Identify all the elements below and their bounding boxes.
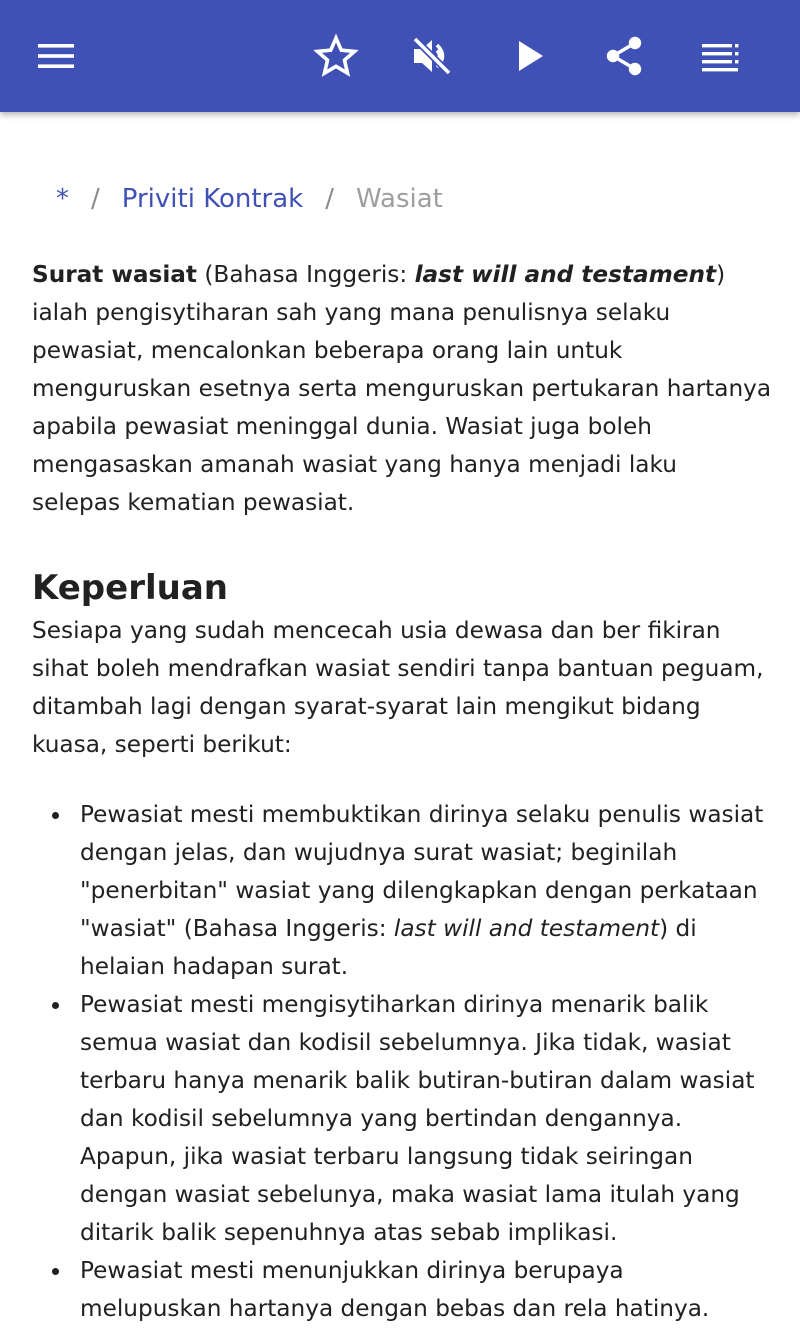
playlist-icon — [700, 36, 740, 76]
volume-off-icon — [410, 34, 454, 78]
intro-post: ) ialah pengisytiharan sah yang mana penulisnya selaku pewasiat, mencalonkan beberapa orang lain untuk menguruskan esetnya serta menguruskan pertukaran hartanya apabila pewasiat meninggal dunia. Wasiat juga boleh mengasaskan amanah wasiat yang hanya menjadi laku selepas kematian pewasiat. — [32, 261, 772, 516]
app-bar — [0, 0, 800, 112]
intro-pre: (Bahasa Inggeris: — [197, 261, 415, 288]
bullet-icon — [52, 812, 59, 819]
menu-button[interactable] — [24, 24, 88, 88]
list-item-text: Pewasiat mesti menunjukkan dirinya berupaya melupuskan hartanya dengan bebas dan rela hatinya. — [80, 1257, 710, 1322]
section-intro-paragraph: Sesiapa yang sudah mencecah usia dewasa dan ber fikiran sihat boleh mendrafkan wasiat sendiri tanpa bantuan peguam, ditambah lagi dengan syarat-syarat lain mengikut bidang kuasa, seperti berikut: — [32, 617, 764, 758]
bullet-icon — [52, 1268, 59, 1275]
breadcrumb-separator: / — [325, 184, 334, 214]
list-item-text: Pewasiat mesti mengisytiharkan dirinya menarik balik semua wasiat dan kodisil sebelumnya. Jika tidak, wasiat terbaru hanya menarik balik butiran-butiran dalam wasiat dan kodisil sebelumnya yang bertindan dengannya. Apapun, jika wasiat terbaru langsung tidak seiringan dengan wasiat sebelunya, maka wasiat lama itulah yang ditarik balik sepenuhnya atas sebab implikasi. — [80, 991, 755, 1246]
breadcrumb-current: Wasiat — [355, 184, 443, 214]
play-icon — [510, 36, 550, 76]
share-button[interactable] — [592, 24, 656, 88]
intro-term: Surat wasiat — [32, 261, 197, 288]
breadcrumb — [56, 182, 443, 216]
breadcrumb-parent[interactable]: Priviti Kontrak — [121, 184, 304, 214]
intro-english-term: last will and testament — [414, 261, 717, 288]
breadcrumb-separator: / — [91, 184, 100, 214]
mute-button[interactable] — [400, 24, 464, 88]
list-item-text: ) di helaian hadapan surat. — [80, 915, 697, 980]
contents-button[interactable] — [688, 24, 752, 88]
intro-paragraph — [32, 256, 772, 522]
bookmark-button[interactable] — [304, 24, 368, 88]
list-item-text: Pewasiat mesti membuktikan dirinya selaku penulis wasiat dengan jelas, dan wujudnya surat wasiat; beginilah "penerbitan" wasiat yang dilengkapkan dengan perkataan "wasiat" (Bahasa Inggeris: — [80, 801, 764, 942]
share-icon — [602, 34, 646, 78]
list-item — [80, 796, 772, 986]
article-view[interactable] — [0, 112, 800, 1322]
list-item — [80, 1252, 772, 1328]
breadcrumb-home[interactable]: * — [56, 184, 69, 214]
list-item-italic: last will and testament — [393, 915, 660, 942]
section-heading: Keperluan — [32, 568, 228, 608]
bullet-icon — [52, 1002, 59, 1009]
star-icon — [314, 34, 358, 78]
requirements-list — [32, 796, 772, 1328]
play-button[interactable] — [498, 24, 562, 88]
list-item — [80, 986, 772, 1252]
menu-icon — [36, 36, 76, 76]
article-body — [32, 256, 772, 1328]
